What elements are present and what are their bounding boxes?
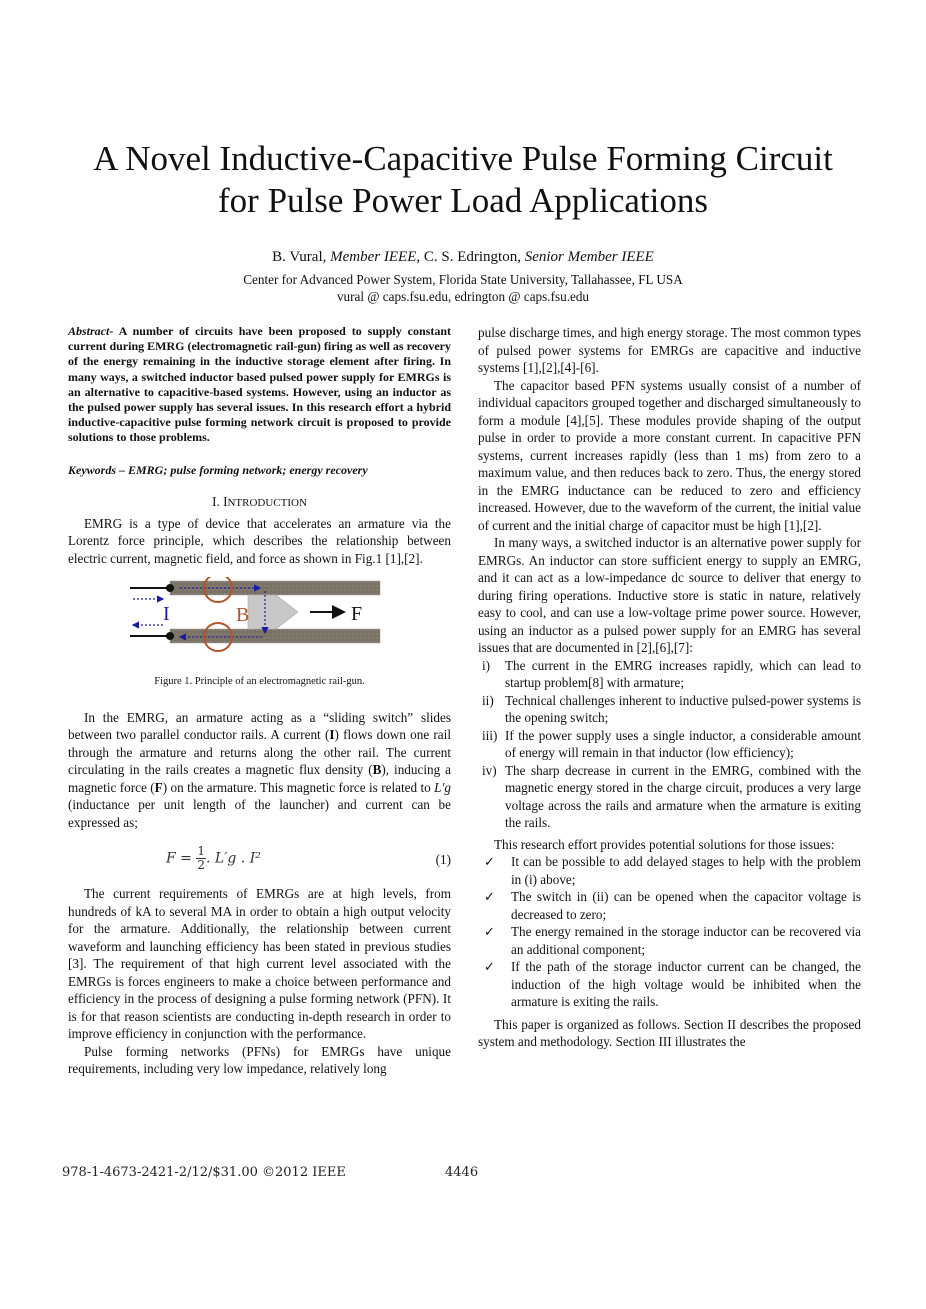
author-2: , C. S. Edrington, <box>416 249 525 265</box>
solution-item: ✓ If the path of the storage inductor current can be changed, the induction of the high voltage would be inhibited when the armature is exiting the rails. <box>484 959 861 1009</box>
solution-item: ✓ The energy remained in the storage inductor can be recovered via an additional component; <box>484 924 861 957</box>
intro-paragraph-2: In the EMRG, an armature acting as a “sliding switch” slides between two parallel conductor rails. A current (I) flows down one rail through the armature and returns along the other rail. The current circulating in the rails creates a magnetic flux density (B), inducing a magnetic force (F) on the armature. This magnetic force is related to L′g (inductance per unit length of the launcher) and current can be expressed as; <box>68 709 451 830</box>
issue-item: iii) If the power supply uses a single inductor, a considerable amount of energy will remain in that inductor (low efficiency); <box>482 727 861 760</box>
figure-caption: Figure 1. Principle of an electromagnetic rail-gun. <box>154 676 365 688</box>
solution-item: ✓ The switch in (ii) can be opened when the capacitor voltage is decreased to zero; <box>484 889 861 922</box>
right-paragraph-5: This paper is organized as follows. Section II describes the proposed system and methodology. Section III illustrates the <box>478 1016 861 1049</box>
solution-item: ✓ It can be possible to add delayed stages to help with the problem in (i) above; <box>484 854 861 887</box>
equation-body: F = $\frac{1}{2}$. L′g . I² <box>166 844 261 873</box>
abstract-label: Abstract- <box>68 324 114 338</box>
author-2-role: Senior Member IEEE <box>524 249 654 265</box>
label-current: I <box>163 603 170 626</box>
equation-1 <box>68 841 451 877</box>
issue-item: iv) The sharp decrease in current in the EMRG, combined with the magnetic energy stored in the charge circuit, produces a very large voltage across the rails and armature when the armature is exiting the rails. <box>482 762 861 830</box>
left-column <box>68 324 451 1078</box>
solutions-list <box>478 853 861 1011</box>
fraction: $\frac{1}{2}$ <box>197 844 205 873</box>
check-icon: ✓ <box>484 959 496 974</box>
right-paragraph-3: In many ways, a switched inductor is an alternative power supply for EMRGs. An inductor can store sufficient energy to supply an EMRG, and it can act as a low-impedance dc source to deliver that energy to during firing operations. Inductive store is static in nature, relatively easy to cool, and can use a low-voltage prime power source. However, using an inductor as a pulsed power supply for an EMRG has several issues that are documented in [2],[6],[7]: <box>478 535 861 655</box>
abstract <box>68 324 451 446</box>
keywords: Keywords – EMRG; pulse forming network; energy recovery <box>68 462 368 477</box>
check-icon: ✓ <box>484 924 496 939</box>
issue-item: ii) Technical challenges inherent to inductive pulsed-power systems is the opening switch; <box>482 692 861 725</box>
armature <box>248 595 298 629</box>
intro-paragraph-4: Pulse forming networks (PFNs) for EMRGs have unique requirements, including very low impedance, relatively long <box>68 1043 451 1077</box>
authors <box>0 249 926 266</box>
right-paragraph-1: pulse discharge times, and high energy storage. The most common types of pulsed power systems for EMRGs are capacitive and inductive systems [1],[2],[4]-[6]. <box>478 325 861 375</box>
bottom-rail <box>170 629 380 643</box>
affiliation-block <box>0 271 926 305</box>
paper-title <box>0 138 926 222</box>
intro-paragraph-1: EMRG is a type of device that accelerates an armature via the Lorentz force principle, which describes the relationship between electric current, magnetic field, and force as shown in Fig.1 [1],[2]. <box>68 515 451 566</box>
author-1-role: Member IEEE <box>330 249 417 265</box>
label-field: B <box>236 604 250 627</box>
railgun-diagram <box>68 577 451 667</box>
right-paragraph-2: The capacitor based PFN systems usually consist of a number of individual capacitors grouped together and discharged simultaneously to form a module [4],[5]. These modules provide shaping of the output pulse in order to provide a more constant current. In capacitive PFN systems, current increases rapidly (less than 1 ms) from zero to a maximum value, and then reduces back to zero. Thus, the energy stored in the EMRG inductance can be reduced to zero and efficiency increased. However, due to the waveform of the current, the initial value of current and the initial charge of capacitor must be high [1],[2]. <box>478 377 861 533</box>
section-title-rest: NTRODUCTION <box>227 497 307 510</box>
label-force: F <box>351 603 363 626</box>
section-number: I. <box>212 494 220 510</box>
title-line-1: A Novel Inductive-Capacitive Pulse Forming Circuit <box>93 139 833 178</box>
intro-paragraph-3: The current requirements of EMRGs are at high levels, from hundreds of kA to several MA in order to obtain a high output velocity for the armature. Additionally, the relationship between current waveform and launching efficiency has been stated in previous studies [3]. The requirement of that high current level associated with the EMRGs is forces engineers to make a choice between performance and efficiency in the process of designing a pulse forming network (PFN). It is for that reason scientists are conducting in-depth research in order to improve efficiency in conjunction with the performance. <box>68 886 451 1042</box>
issues-list <box>478 657 861 832</box>
author-1: B. Vural, <box>272 249 331 265</box>
abstract-text: A number of circuits have been proposed to supply constant current during EMRG (electromagnetic rail-gun) firing as well as recovery of the energy remaining in the inductive storage element after firing. In many ways, a switched inductor based pulsed power supply for EMRGs is an alternative to capacitive-based systems. However, using an inductor as the pulsed power supply has several issues. In this research effort a hybrid inductive-capacitive pulse forming network circuit is proposed to provide solutions to those problems. <box>68 324 451 445</box>
check-icon: ✓ <box>484 889 496 904</box>
equation-number: (1) <box>435 852 451 868</box>
affiliation: Center for Advanced Power System, Florida State University, Tallahassee, FL USA <box>243 272 683 287</box>
right-paragraph-4: This research effort provides potential solutions for those issues: <box>494 836 835 852</box>
title-line-2: for Pulse Power Load Applications <box>218 181 708 220</box>
issue-item: i) The current in the EMRG increases rapidly, which can lead to startup problem[8] with armature; <box>482 657 861 690</box>
section-heading-introduction <box>68 493 451 513</box>
right-column <box>478 324 861 1051</box>
footer-isbn: 978-1-4673-2421-2/12/$31.00 ©2012 IEEE <box>62 1165 346 1180</box>
figure-railgun <box>68 577 451 667</box>
check-icon: ✓ <box>484 854 496 869</box>
section-title-initial: I <box>223 494 228 510</box>
author-emails: vural @ caps.fsu.edu, edrington @ caps.fsu.edu <box>336 289 590 304</box>
page-number: 4446 <box>445 1165 479 1180</box>
